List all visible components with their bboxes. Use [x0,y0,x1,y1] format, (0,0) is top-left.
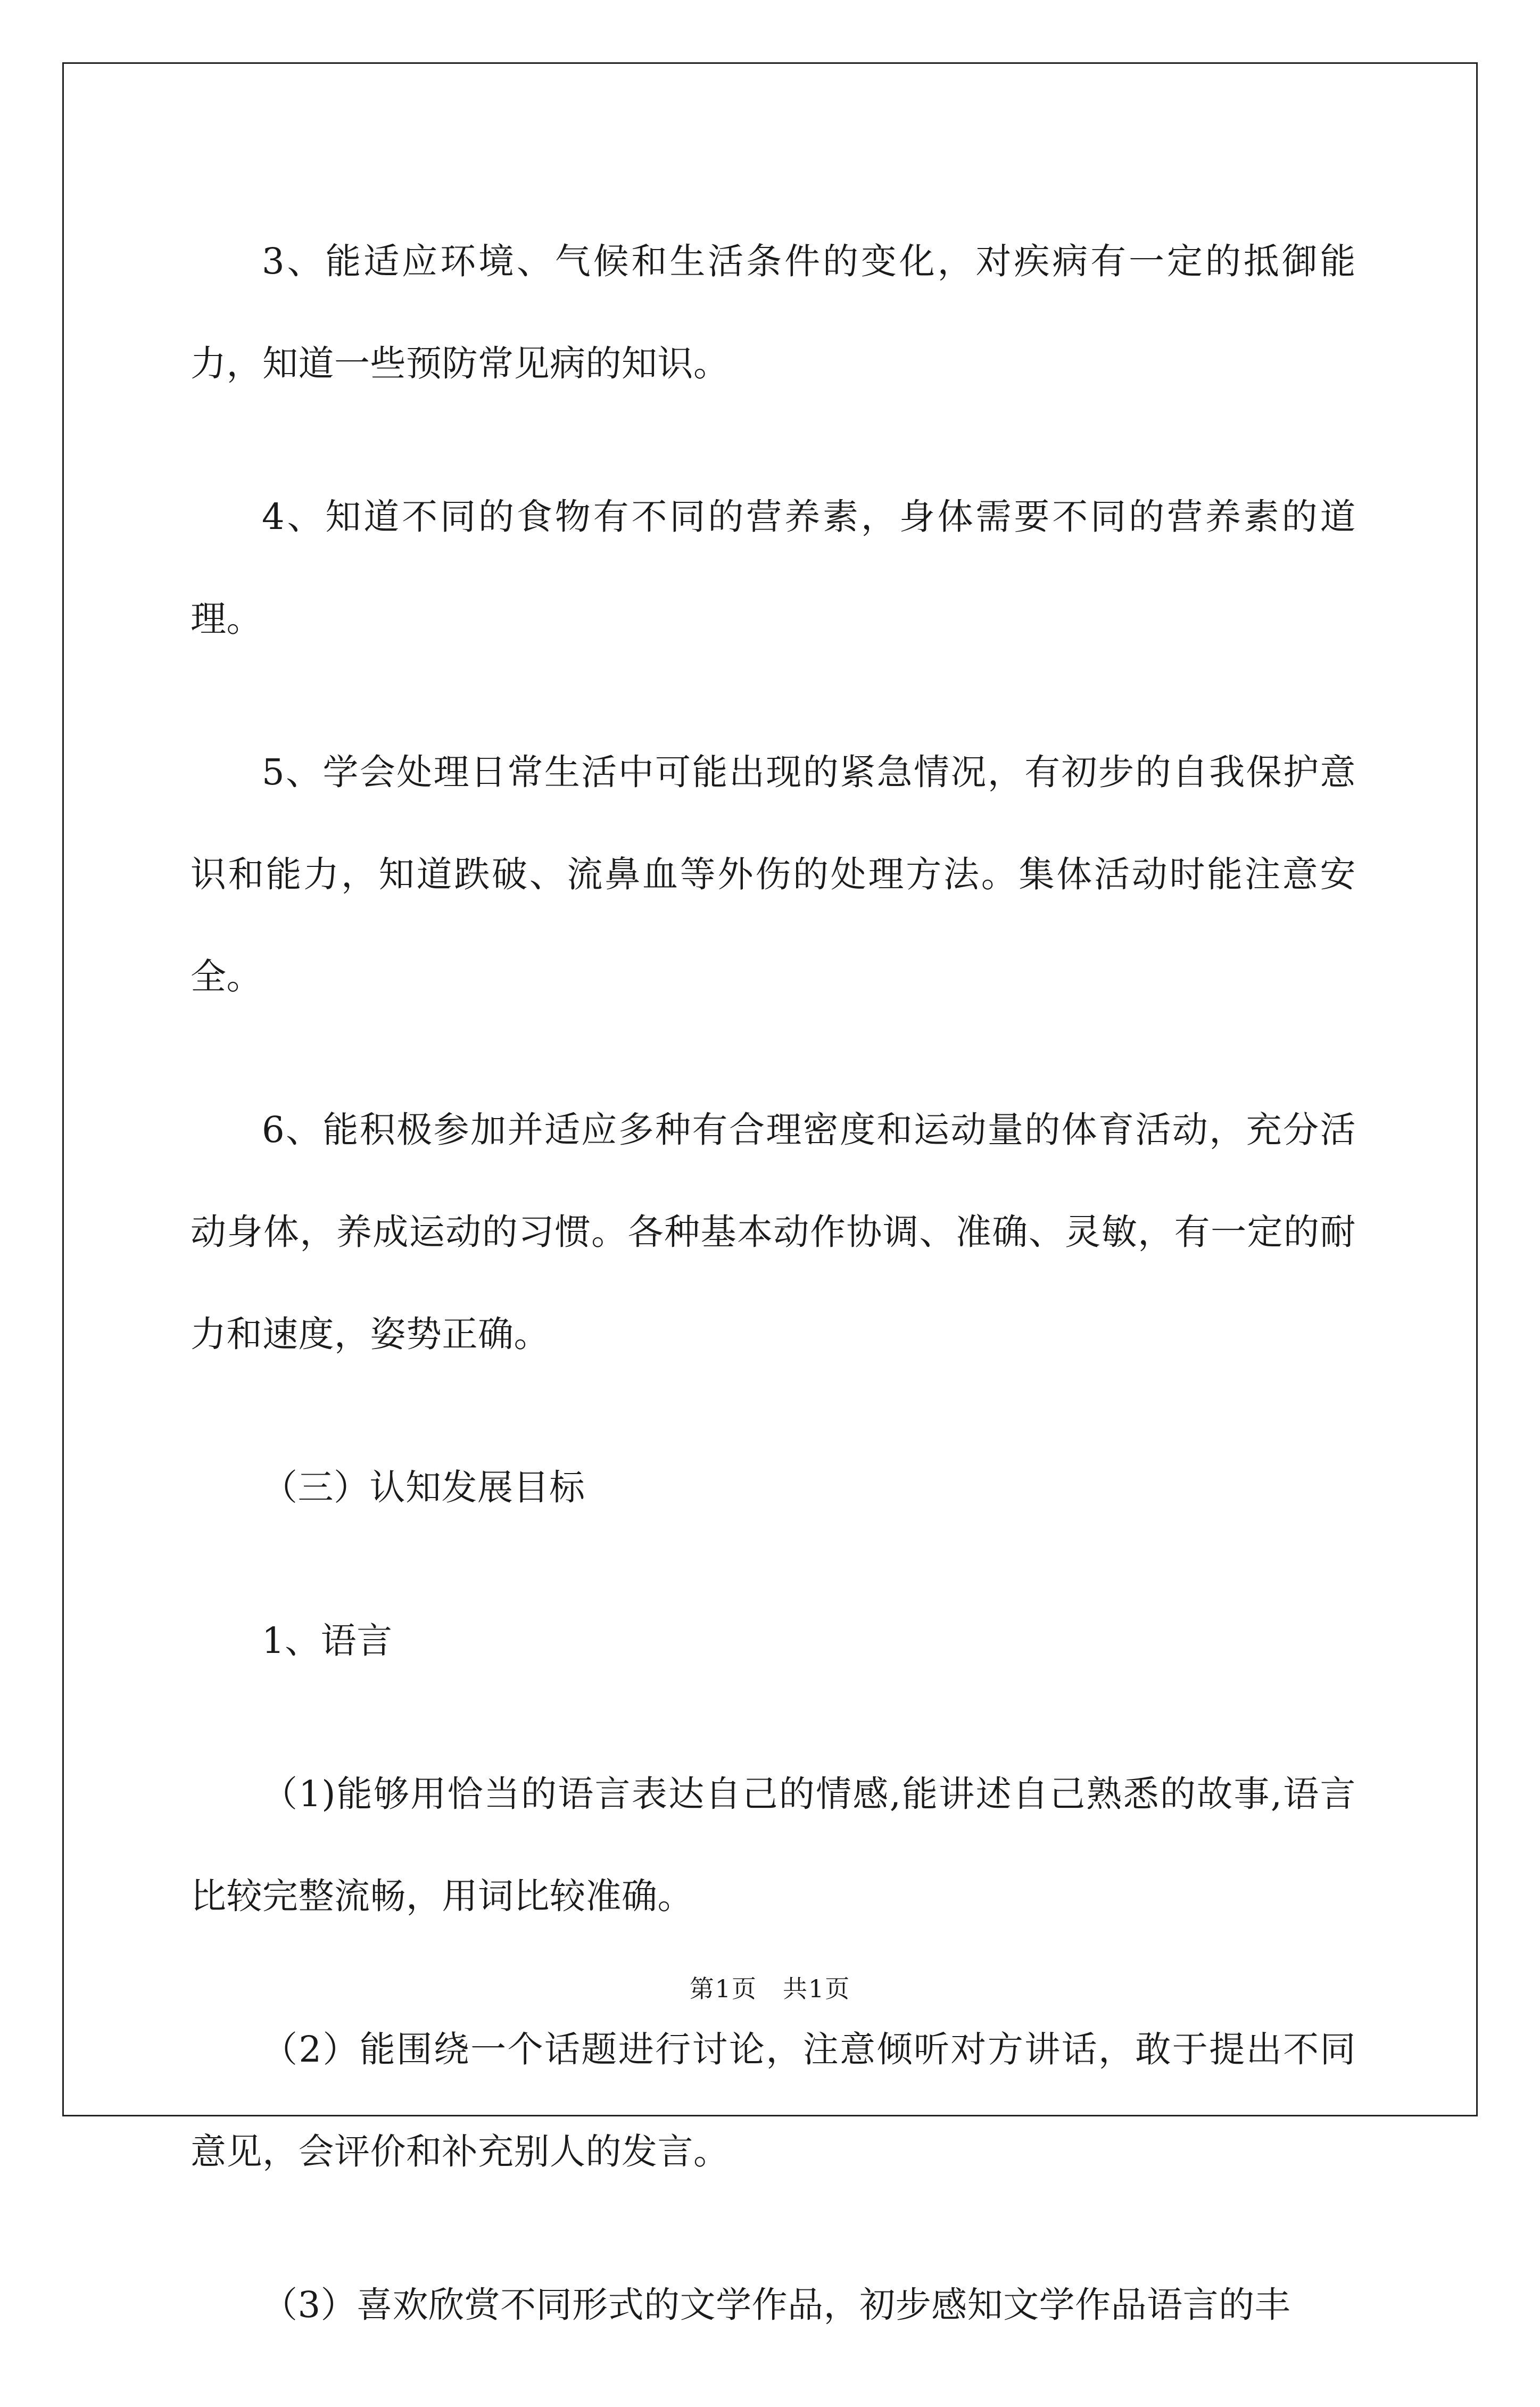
paragraph-item-4: 4、知道不同的食物有不同的营养素，身体需要不同的营养素的道理。 [191,496,1356,640]
paragraph-item-3: 3、能适应环境、气候和生活条件的变化，对疾病有一定的抵御能力，知道一些预防常见病的知识。 [191,241,1356,384]
document-body [191,210,1356,2407]
subsection-heading-language: 1、语言 [262,1620,393,1661]
paragraph-item-5: 5、学会处理日常生活中可能出现的紧急情况，有初步的自我保护意识和能力，知道跌破、流鼻血等外伤的处理方法。集体活动时能注意安全。 [191,751,1356,997]
paragraph-item-6: 6、能积极参加并适应多种有合理密度和运动量的体育活动，充分活动身体，养成运动的习惯。各种基本动作协调、准确、灵敏，有一定的耐力和速度，姿势正确。 [191,1109,1356,1355]
paragraph-language-1: （1)能够用恰当的语言表达自己的情感,能讲述自己熟悉的故事,语言比较完整流畅，用词比较准确。 [191,1773,1356,1917]
page-number-footer: 第1页 共1页 [689,1974,851,2003]
paragraph-language-2: （2）能围绕一个话题进行讨论，注意倾听对方讲话，敢于提出不同意见，会评价和补充别人的发言。 [191,2029,1356,2172]
section-heading-cognitive-goals: （三）认知发展目标 [262,1467,585,1508]
paragraph-language-3: （3）喜欢欣赏不同形式的文学作品，初步感知文学作品语言的丰 [262,2284,1291,2326]
